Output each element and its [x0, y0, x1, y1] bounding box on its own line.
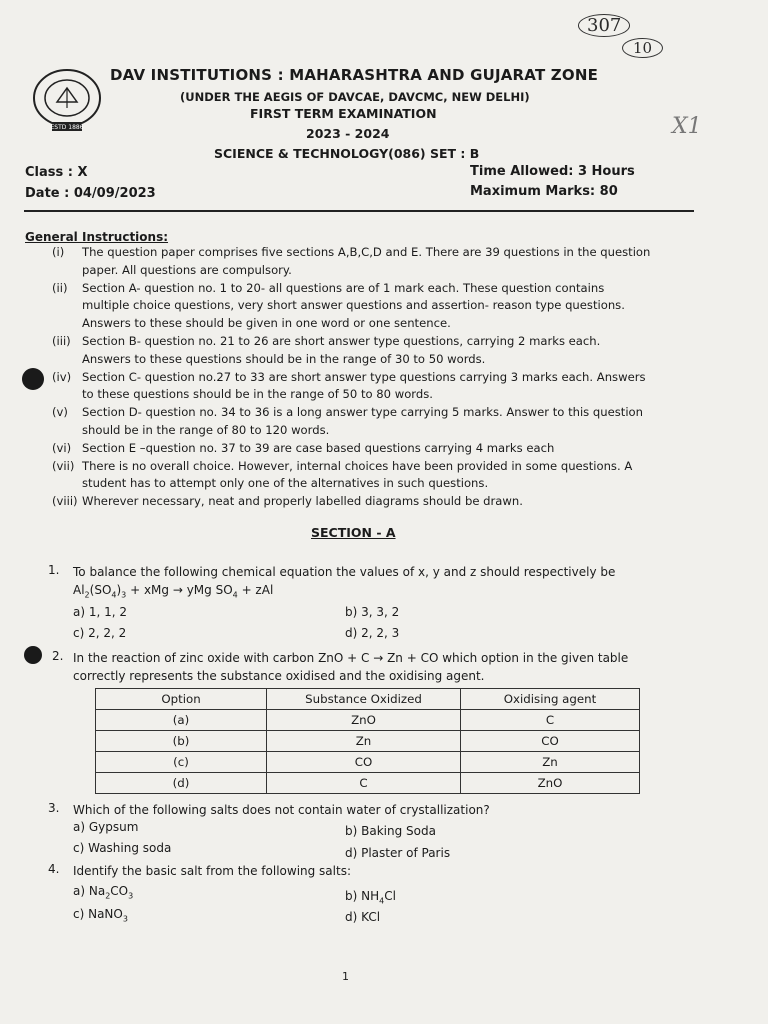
q1-equation: $Al_2(SO_4)_3$ + xMg → yMg $SO_4$ + zAl [73, 583, 274, 600]
table-cell: CO [267, 752, 461, 773]
q1-option-b: b) 3, 3, 2 [345, 605, 400, 619]
instruction-text: student has to attempt only one of the alternatives in such questions. [82, 476, 489, 491]
instructions-title: General Instructions: [25, 230, 169, 244]
question-number: 3. [48, 801, 60, 815]
q1-option-d: d) 2, 2, 3 [345, 626, 400, 640]
table-cell: CO [461, 731, 640, 752]
instruction-item [52, 262, 682, 280]
instruction-item [52, 493, 682, 511]
section-a-title: SECTION - A [311, 525, 396, 540]
question-number: 1. [48, 563, 60, 577]
handwritten-circled-marks: 10 [622, 38, 663, 58]
table-cell: ZnO [461, 773, 640, 794]
instruction-text: There is no overall choice. However, internal choices have been provided in some questions. A [82, 458, 633, 473]
question-number: 4. [48, 862, 60, 876]
dav-logo-emblem [30, 68, 104, 134]
instruction-item [52, 369, 682, 387]
table-cell: Zn [461, 752, 640, 773]
q1-option-c: c) 2, 2, 2 [73, 626, 127, 640]
instruction-item [52, 404, 682, 422]
instruction-item [52, 297, 682, 315]
instruction-text: Section D- question no. 34 to 36 is a long answer type carrying 5 marks. Answer to this question [82, 405, 644, 420]
table-cell: (a) [96, 710, 267, 731]
instruction-item [52, 315, 682, 333]
instruction-number: (iii) [52, 333, 71, 348]
exam-name: FIRST TERM EXAMINATION [250, 106, 437, 121]
instruction-text: Section E –question no. 37 to 39 are case based questions carrying 4 marks each [82, 440, 555, 455]
instruction-number: (vi) [52, 440, 72, 455]
class-label: Class : X [25, 165, 88, 180]
instruction-number: (i) [52, 245, 65, 259]
punch-hole-mark [22, 368, 44, 390]
q3-option-d: d) Plaster of Paris [345, 846, 451, 860]
table-cell: (d) [96, 773, 267, 794]
punch-hole-mark [24, 646, 42, 664]
page-number: 1 [342, 970, 349, 983]
q4-option-a: a) $Na_2CO_3$ [73, 884, 134, 901]
table-cell: Zn [267, 731, 461, 752]
q3-option-b: b) Baking Soda [345, 824, 436, 838]
table-header-cell: Option [96, 689, 267, 710]
question-text: To balance the following chemical equation the values of x, y and z should respectively be [73, 565, 616, 579]
table-header-row [96, 689, 640, 710]
instruction-text: The question paper comprises five sections A,B,C,D and E. There are 39 questions in the question [82, 245, 651, 259]
instruction-number: (vii) [52, 458, 75, 473]
subject-line: SCIENCE & TECHNOLOGY(086) SET : B [214, 146, 480, 161]
instructions-list [52, 244, 682, 511]
instruction-item [52, 280, 682, 298]
svg-text:ESTD 1886: ESTD 1886 [50, 124, 84, 131]
instruction-text: Wherever necessary, neat and properly labelled diagrams should be drawn. [82, 494, 523, 509]
table-cell: C [267, 773, 461, 794]
aegis-line: (UNDER THE AEGIS OF DAVCAE, DAVCMC, NEW DELHI) [180, 90, 530, 104]
question-text: Which of the following salts does not contain water of crystallization? [73, 803, 490, 817]
table-row [96, 710, 640, 731]
q4-option-b: b) $NH_4Cl$ [345, 889, 396, 906]
instruction-text: Answers to these questions should be in the range of 30 to 50 words. [82, 351, 486, 366]
instruction-number: (v) [52, 405, 68, 420]
instruction-text: Answers to these should be given in one word or one sentence. [82, 316, 451, 331]
q4-option-c: c) NaNO$_3$ [73, 907, 128, 924]
instruction-text: Section C- question no.27 to 33 are short answer type questions carrying 3 marks each. Answers [82, 369, 646, 384]
instruction-item [52, 244, 682, 262]
table-cell: (c) [96, 752, 267, 773]
handwritten-number: 307 [578, 14, 630, 37]
instruction-item [52, 458, 682, 476]
instruction-number: (iv) [52, 369, 72, 384]
q2-options-table [95, 688, 640, 794]
table-row [96, 773, 640, 794]
exam-year: 2023 - 2024 [306, 126, 390, 141]
header-divider [24, 210, 694, 212]
maximum-marks: Maximum Marks: 80 [470, 184, 618, 199]
handwritten-side-mark: X1 [672, 114, 702, 139]
instruction-item [52, 351, 682, 369]
table-row [96, 752, 640, 773]
table-cell: ZnO [267, 710, 461, 731]
table-cell: C [461, 710, 640, 731]
instruction-text: Section A- question no. 1 to 20- all questions are of 1 mark each. These question contains [82, 280, 605, 295]
question-text: Identify the basic salt from the following salts: [73, 864, 351, 878]
instruction-text: should be in the range of 80 to 120 words. [82, 422, 330, 437]
instruction-item [52, 422, 682, 440]
instruction-item [52, 386, 682, 404]
date-label: Date : 04/09/2023 [25, 186, 156, 201]
table-header-cell: Oxidising agent [461, 689, 640, 710]
instruction-text: Section B- question no. 21 to 26 are short answer type questions, carrying 2 marks each. [82, 333, 601, 348]
q1-option-a: a) 1, 1, 2 [73, 605, 128, 619]
instruction-item [52, 440, 682, 458]
instruction-number: (viii) [52, 494, 78, 509]
table-cell: (b) [96, 731, 267, 752]
table-row [96, 731, 640, 752]
question-text-continued: correctly represents the substance oxidised and the oxidising agent. [73, 669, 485, 683]
table-header-cell: Substance Oxidized [267, 689, 461, 710]
q3-option-a: a) Gypsum [73, 820, 139, 834]
instruction-text: paper. All questions are compulsory. [82, 262, 292, 277]
instruction-text: multiple choice questions, very short answer questions and assertion- reason type questions. [82, 298, 625, 313]
instruction-item [52, 333, 682, 351]
institution-title: DAV INSTITUTIONS : MAHARASHTRA AND GUJARAT ZONE [110, 66, 599, 84]
instruction-item [52, 475, 682, 493]
question-text: In the reaction of zinc oxide with carbon ZnO + C → Zn + CO which option in the given table [73, 651, 629, 665]
question-number: 2. [52, 649, 64, 663]
instruction-text: to these questions should be in the range of 50 to 80 words. [82, 387, 433, 402]
q3-option-c: c) Washing soda [73, 841, 172, 855]
q4-option-d: d) KCl [345, 910, 381, 924]
instruction-number: (ii) [52, 280, 68, 295]
time-allowed: Time Allowed: 3 Hours [470, 164, 635, 179]
